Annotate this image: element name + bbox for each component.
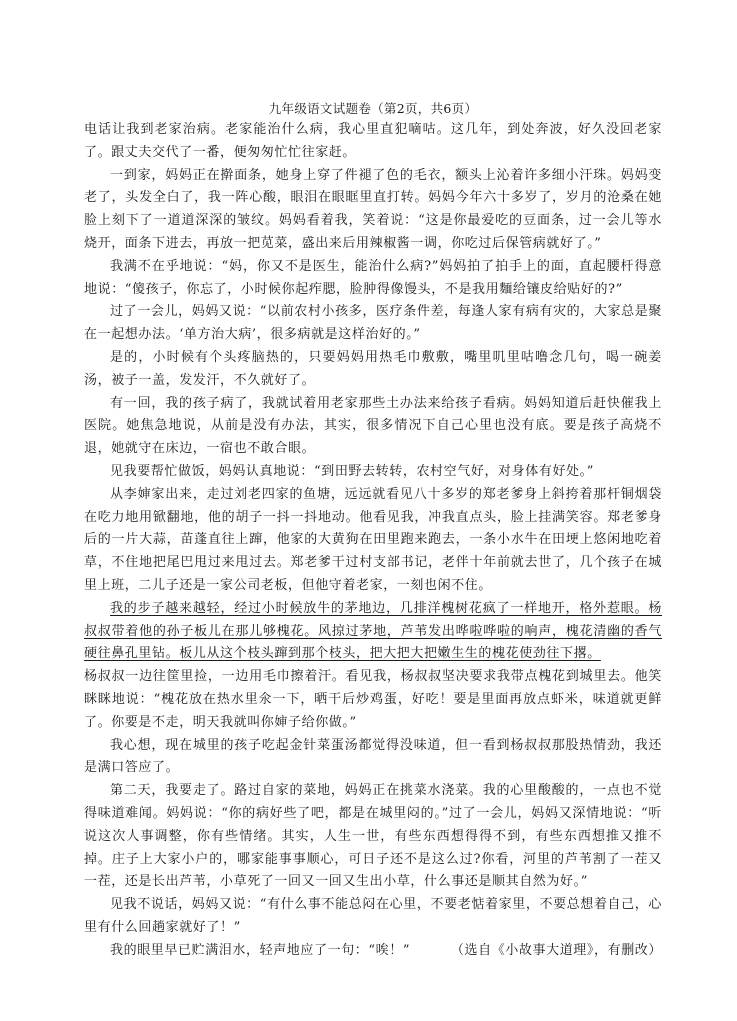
article-body [84,119,662,940]
paragraph: 有一回，我的孩子病了，我就试着用老家那些土办法来给孩子看病。妈妈知道后赶快催我上医院。她焦急地说，从前是没有办法，其实，很多情况下自己心里也没有底。要是孩子高烧不退，她就守在床边，一宿也不敢合眼。 [84,395,662,457]
paragraph: 我满不在乎地说：“妈，你又不是医生，能治什么病?”妈妈拍了拍手上的面，直起腰杆得意地说：“傻孩子，你忘了，小时候你起痄腮，脸肿得像馒头，不是我用麵给镶皮给贴好的?” [84,258,662,297]
paragraph: 一到家，妈妈正在擀面条，她身上穿了件褪了色的毛衣，额头上沁着许多细小汗珠。妈妈变老了，头发全白了，我一阵心酸，眼泪在眼眶里直打转。妈妈今年六十多岁了，岁月的沧桑在她脸上刻下了一道道深深的皱纹。妈妈看着我，笑着说：“这是你最爱吃的豆面条，过一会儿等水烧开，面条下进去，再放一把苋菜，盛出来后用辣椒酱一调，你吃过后保管病就好了。” [84,167,662,251]
paragraph: 见我不说话，妈妈又说：“有什么事不能总闷在心里，不要老惦着家里，不要总想着自己，心里有什么回趟家就好了！” [84,897,662,935]
paragraph: 过了一会儿，妈妈又说：“以前农村小孩多，医疗条件差，每逢人家有病有灾的，大家总是聚在一起想办法。‘单方治大病’，很多病就是这样治好的。” [84,304,662,343]
paragraph: 从李婶家出来，走过刘老四家的鱼塘，远远就看见八十多岁的郑老爹身上斜挎着那杆铜烟袋在吃力地用锨翻地，他的胡子一抖一抖地动。他看见我，冲我直点头，脸上挂满笑容。郑老爹身后的一片大蒜，苗蓬直往上蹿，他家的大黄狗在田里跑来跑去，一条小水牛在田埂上悠闲地吃着草，不住地把尾巴甩过来甩过去。郑老爹干过村支部书记，老伴十年前就去世了，几个孩子在城里上班，二儿子还是一家公司老板，但他守着老家，一刻也闲不住。 [84,486,662,593]
last-paragraph-text: 我的眼里早已贮满泪水，轻声地应了一句：“唉！” [110,942,411,958]
paragraph: 电话让我到老家治病。老家能治什么病，我心里直犯嘀咕。这几年，到处奔波，好久没回老家了。跟丈夫交代了一番，便匆匆忙忙往家赶。 [84,122,662,160]
document-page [84,100,662,962]
source-citation: （选自《小故事大道理》，有删改） [450,942,662,958]
page-header: 九年级语文试题卷（第2页，共6页） [268,101,478,116]
paragraph: 是的，小时候有个头疼脑热的，只要妈妈用热毛巾敷敷，嘴里叽里咕噜念几句，喝一碗姜汤，被子一盖，发发汗，不久就好了。 [84,349,662,388]
paragraph: 我心想，现在城里的孩子吃起金针菜蛋汤都觉得没味道，但一看到杨叔叔那股热情劲，我还是满口答应了。 [84,737,662,776]
paragraph [84,598,662,666]
underlined-passage: 我的步子越来越轻，经过小时候放牛的茅地边，几排洋槐树花疯了一样地开，格外惹眼。杨叔叔带着他的孙子板儿在那儿够槐花。风掠过茅地，芦苇发出哗啦哗啦的响声，槐花清幽的香气硬往鼻孔里钻。板儿从这个枝头蹿到那个枝头，把大把大把嫩生生的槐花使劲往下撂。 [84,600,662,662]
paragraph: 第二天，我要走了。路过自家的菜地，妈妈正在挑菜水浇菜。我的心里酸酸的，一点也不觉得味道难闻。妈妈说：“你的病好些了吧，都是在城里闷的。”过了一会儿，妈妈又深情地说：“听说这次人事调整，你有些情绪。其实，人生一世，有些东西想得得不到，有些东西想推又推不掉。庄子上大家小户的，哪家能事事顺心，可日子还不是这么过?你看，河里的芦苇割了一茬又一茬，还是长出芦苇，小草死了一回又一回又生出小草，什么事还是顺其自然为好。” [84,783,662,890]
paragraph: 杨叔叔一边往筐里捡，一边用毛巾擦着汗。看见我，杨叔叔坚决要求我带点槐花到城里去。他笑眯眯地说：“槐花放在热水里氽一下，晒干后炒鸡蛋，好吃！要是里面再放点虾米，味道就更鲜了。你要是不走，明天我就叫你婶子给你做。” [84,669,662,730]
paragraph: 见我要帮忙做饭，妈妈认真地说：“到田野去转转，农村空气好，对身体有好处。” [110,463,594,479]
last-paragraph [84,940,662,963]
